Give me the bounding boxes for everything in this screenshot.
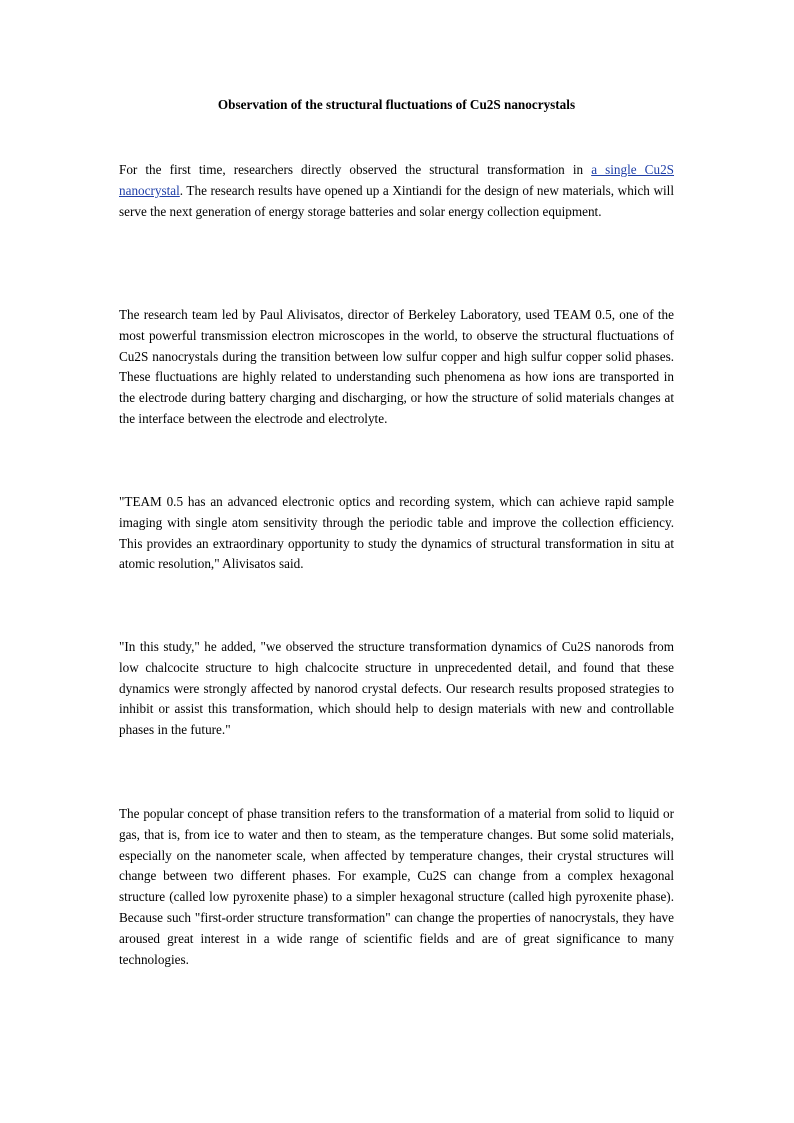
document-title: Observation of the structural fluctuations of Cu2S nanocrystals	[217, 97, 576, 112]
nanocrystal-link[interactable]: a single Cu2S nanocrystal	[119, 162, 675, 198]
paragraph-intro-text-after: . The research results have opened up a Xintiandi for the design of new materials, which will serve the next generation of energy storage batteries and solar energy collection equipment.	[119, 182, 674, 219]
paragraph-team-quote: "TEAM 0.5 has an advanced electronic optics and recording system, which can achieve rapid sample imaging with single atom sensitivity through the periodic table and improve the collection efficiency. This provides an extraordinary opportunity to study the dynamics of structural transformation in situ at atomic resolution," Alivisatos said.	[119, 494, 674, 572]
paragraph-research-team: The research team led by Paul Alivisatos, director of Berkeley Laboratory, used TEAM 0.5, one of the most powerful transmission electron microscopes in the world, to observe the structural fluctuations of Cu2S nanocrystals during the transition between low sulfur copper and high sulfur copper solid phases. These fluctuations are highly related to understanding such phenomena as how ions are transported in the electrode during battery charging and discharging, or how the structure of solid materials changes at the interface between the electrode and electrolyte.	[119, 307, 674, 426]
paragraph-phase-transition: The popular concept of phase transition refers to the transformation of a material from solid to liquid or gas, that is, from ice to water and then to steam, as the temperature changes. But some solid materials, especially on the nanometer scale, when affected by temperature changes, their crystal structures will change between two different phases. For example, Cu2S can change from a complex hexagonal structure (called low pyroxenite phase) to a simpler hexagonal structure (called high pyroxenite phase). Because such "first-order structure transformation" can change the properties of nanocrystals, they have aroused great interest in a wide range of scientific fields and are of great significance to many technologies.	[119, 806, 674, 967]
paragraph-intro-text-before: For the first time, researchers directly observed the structural transformation in	[119, 162, 592, 177]
paragraph-intro	[119, 160, 674, 222]
paragraph-study-quote: "In this study," he added, "we observed the structure transformation dynamics of Cu2S nanorods from low chalcocite structure to high chalcocite structure in unprecedented detail, and found that these dynamics were strongly affected by nanorod crystal defects. Our research results proposed strategies to inhibit or assist this transformation, which should help to design materials with new and controllable phases in the future."	[119, 639, 674, 738]
